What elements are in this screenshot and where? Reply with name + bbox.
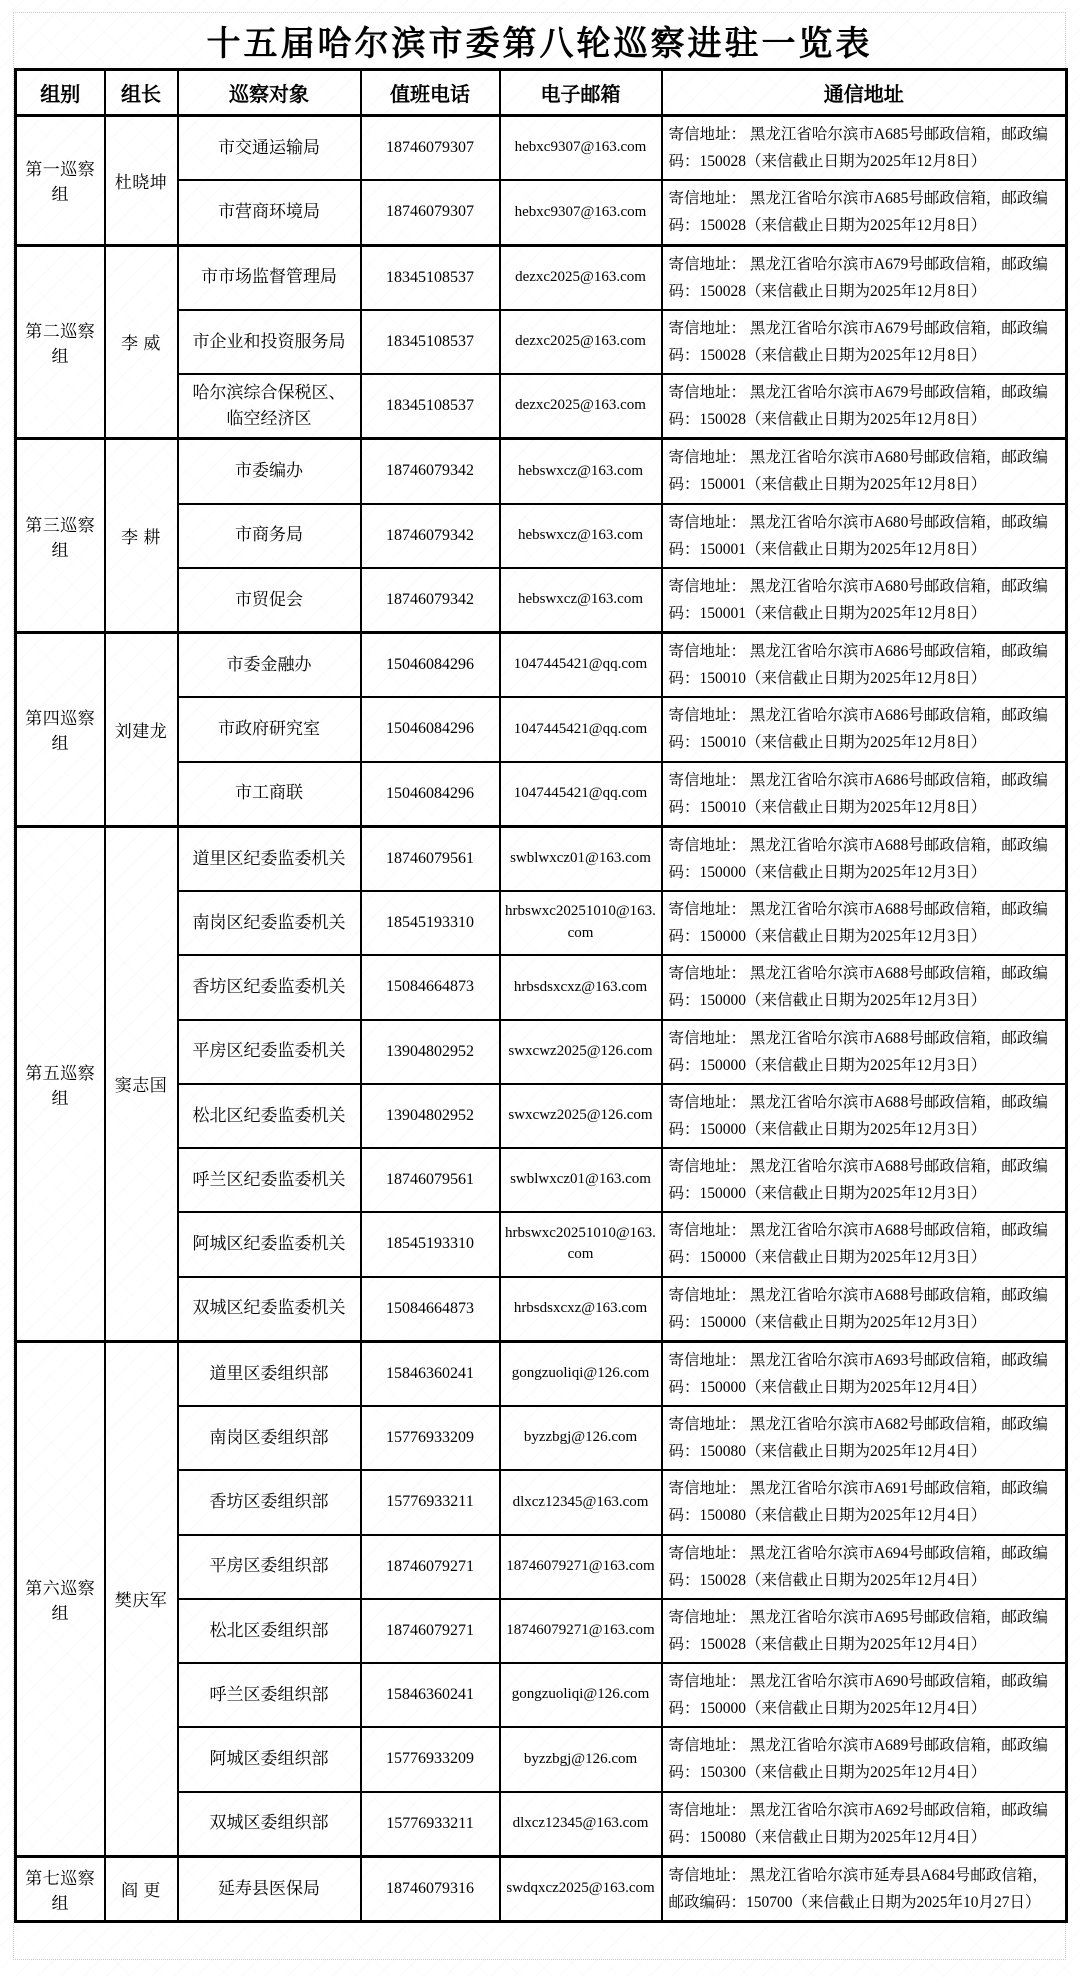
inspection-target-cell: 平房区委组织部 [178,1535,361,1599]
inspection-target-cell: 松北区纪委监委机关 [178,1084,361,1148]
group-leader-cell: 杜晓坤 [105,116,178,246]
inspection-target-cell: 市企业和投资服务局 [178,310,361,374]
address-cell: 寄信地址： 黑龙江省哈尔滨市A693号邮政信箱，邮政编码：150000（来信截止日期为2025年12月4日） [662,1341,1067,1406]
inspection-target-cell: 市委编办 [178,439,361,504]
address-cell: 寄信地址： 黑龙江省哈尔滨市A688号邮政信箱，邮政编码：150000（来信截止日期为2025年12月3日） [662,1148,1067,1212]
email-cell: dezxc2025@163.com [500,245,662,310]
duty-phone-cell: 18345108537 [361,374,500,439]
email-cell: hebswxcz@163.com [500,568,662,633]
address-cell: 寄信地址： 黑龙江省哈尔滨市延寿县A684号邮政信箱，邮政编码：150700（来信截止日期为2025年10月27日） [662,1856,1067,1921]
inspection-target-cell: 松北区委组织部 [178,1599,361,1663]
email-cell: hrbsdsxcxz@163.com [500,1277,662,1342]
column-header-target: 巡察对象 [178,70,361,116]
duty-phone-cell: 15046084296 [361,697,500,761]
duty-phone-cell: 15846360241 [361,1663,500,1727]
group-name-cell: 第四巡察组 [16,633,105,827]
group-leader-cell: 李 耕 [105,439,178,633]
inspection-target-cell: 南岗区委组织部 [178,1406,361,1470]
duty-phone-cell: 18746079342 [361,568,500,633]
table-row [16,633,1067,698]
duty-phone-cell: 15084664873 [361,1277,500,1342]
inspection-target-cell: 市工商联 [178,762,361,827]
address-cell: 寄信地址： 黑龙江省哈尔滨市A679号邮政信箱，邮政编码：150028（来信截止日期为2025年12月8日） [662,374,1067,439]
group-name-cell: 第五巡察组 [16,826,105,1341]
email-cell: byzzbgj@126.com [500,1406,662,1470]
address-cell: 寄信地址： 黑龙江省哈尔滨市A691号邮政信箱，邮政编码：150080（来信截止日期为2025年12月4日） [662,1470,1067,1534]
inspection-target-cell: 市商务局 [178,504,361,568]
email-cell: hebswxcz@163.com [500,439,662,504]
inspection-target-cell: 哈尔滨综合保税区、临空经济区 [178,374,361,439]
inspection-target-cell: 道里区委组织部 [178,1341,361,1406]
column-header-address: 通信地址 [662,70,1067,116]
address-cell: 寄信地址： 黑龙江省哈尔滨市A680号邮政信箱，邮政编码：150001（来信截止日期为2025年12月8日） [662,439,1067,504]
inspection-target-cell: 呼兰区委组织部 [178,1663,361,1727]
email-cell: hebswxcz@163.com [500,504,662,568]
duty-phone-cell: 13904802952 [361,1020,500,1084]
duty-phone-cell: 18746079561 [361,826,500,891]
duty-phone-cell: 15046084296 [361,762,500,827]
duty-phone-cell: 18746079307 [361,180,500,245]
duty-phone-cell: 18746079271 [361,1535,500,1599]
address-cell: 寄信地址： 黑龙江省哈尔滨市A680号邮政信箱，邮政编码：150001（来信截止日期为2025年12月8日） [662,568,1067,633]
column-header-leader: 组长 [105,70,178,116]
column-header-group: 组别 [16,70,105,116]
email-cell: hrbswxc20251010@163.com [500,891,662,955]
address-cell: 寄信地址： 黑龙江省哈尔滨市A688号邮政信箱，邮政编码：150000（来信截止日期为2025年12月3日） [662,955,1067,1019]
group-name-cell: 第一巡察组 [16,116,105,246]
address-cell: 寄信地址： 黑龙江省哈尔滨市A690号邮政信箱，邮政编码：150000（来信截止日期为2025年12月4日） [662,1663,1067,1727]
duty-phone-cell: 18746079271 [361,1599,500,1663]
table-row [16,439,1067,504]
duty-phone-cell: 15776933211 [361,1792,500,1857]
email-cell: swdqxcz2025@163.com [500,1856,662,1921]
inspection-target-cell: 市贸促会 [178,568,361,633]
inspection-target-cell: 阿城区委组织部 [178,1727,361,1791]
table-body [16,116,1067,1922]
email-cell: hrbswxc20251010@163.com [500,1212,662,1276]
address-cell: 寄信地址： 黑龙江省哈尔滨市A688号邮政信箱，邮政编码：150000（来信截止日期为2025年12月3日） [662,826,1067,891]
duty-phone-cell: 15046084296 [361,633,500,698]
address-cell: 寄信地址： 黑龙江省哈尔滨市A685号邮政信箱，邮政编码：150028（来信截止日期为2025年12月8日） [662,180,1067,245]
table-row [16,1856,1067,1921]
column-header-email: 电子邮箱 [500,70,662,116]
duty-phone-cell: 18345108537 [361,245,500,310]
table-row [16,116,1067,181]
email-cell: hebxc9307@163.com [500,116,662,181]
duty-phone-cell: 15846360241 [361,1341,500,1406]
inspection-target-cell: 市政府研究室 [178,697,361,761]
group-leader-cell: 刘建龙 [105,633,178,827]
table-row [16,826,1067,891]
email-cell: dlxcz12345@163.com [500,1470,662,1534]
address-cell: 寄信地址： 黑龙江省哈尔滨市A686号邮政信箱，邮政编码：150010（来信截止日期为2025年12月8日） [662,697,1067,761]
duty-phone-cell: 15776933209 [361,1727,500,1791]
inspection-target-cell: 平房区纪委监委机关 [178,1020,361,1084]
header-row [16,70,1067,116]
group-name-cell: 第七巡察组 [16,1856,105,1921]
address-cell: 寄信地址： 黑龙江省哈尔滨市A686号邮政信箱，邮政编码：150010（来信截止日期为2025年12月8日） [662,762,1067,827]
email-cell: byzzbgj@126.com [500,1727,662,1791]
group-leader-cell: 阎 更 [105,1856,178,1921]
duty-phone-cell: 18746079342 [361,504,500,568]
column-header-phone: 值班电话 [361,70,500,116]
address-cell: 寄信地址： 黑龙江省哈尔滨市A679号邮政信箱，邮政编码：150028（来信截止日期为2025年12月8日） [662,310,1067,374]
group-name-cell: 第六巡察组 [16,1341,105,1856]
inspection-target-cell: 呼兰区纪委监委机关 [178,1148,361,1212]
address-cell: 寄信地址： 黑龙江省哈尔滨市A692号邮政信箱，邮政编码：150080（来信截止日期为2025年12月4日） [662,1792,1067,1857]
inspection-target-cell: 香坊区纪委监委机关 [178,955,361,1019]
duty-phone-cell: 13904802952 [361,1084,500,1148]
duty-phone-cell: 15776933209 [361,1406,500,1470]
email-cell: gongzuoliqi@126.com [500,1663,662,1727]
document-sheet [13,12,1066,1960]
group-leader-cell: 李 威 [105,245,178,439]
address-cell: 寄信地址： 黑龙江省哈尔滨市A688号邮政信箱，邮政编码：150000（来信截止日期为2025年12月3日） [662,1277,1067,1342]
address-cell: 寄信地址： 黑龙江省哈尔滨市A689号邮政信箱，邮政编码：150300（来信截止日期为2025年12月4日） [662,1727,1067,1791]
inspection-target-cell: 市交通运输局 [178,116,361,181]
group-name-cell: 第三巡察组 [16,439,105,633]
email-cell: swblwxcz01@163.com [500,1148,662,1212]
inspection-target-cell: 香坊区委组织部 [178,1470,361,1534]
address-cell: 寄信地址： 黑龙江省哈尔滨市A688号邮政信箱，邮政编码：150000（来信截止日期为2025年12月3日） [662,1084,1067,1148]
duty-phone-cell: 15776933211 [361,1470,500,1534]
email-cell: 1047445421@qq.com [500,633,662,698]
email-cell: 1047445421@qq.com [500,762,662,827]
duty-phone-cell: 15084664873 [361,955,500,1019]
inspection-target-cell: 延寿县医保局 [178,1856,361,1921]
table-header [16,70,1067,116]
email-cell: hebxc9307@163.com [500,180,662,245]
inspection-target-cell: 双城区纪委监委机关 [178,1277,361,1342]
address-cell: 寄信地址： 黑龙江省哈尔滨市A686号邮政信箱，邮政编码：150010（来信截止日期为2025年12月8日） [662,633,1067,698]
duty-phone-cell: 18545193310 [361,1212,500,1276]
address-cell: 寄信地址： 黑龙江省哈尔滨市A680号邮政信箱，邮政编码：150001（来信截止日期为2025年12月8日） [662,504,1067,568]
page-title: 十五届哈尔滨市委第八轮巡察进驻一览表 [206,26,873,63]
inspection-target-cell: 阿城区纪委监委机关 [178,1212,361,1276]
duty-phone-cell: 18746079561 [361,1148,500,1212]
address-cell: 寄信地址： 黑龙江省哈尔滨市A682号邮政信箱，邮政编码：150080（来信截止日期为2025年12月4日） [662,1406,1067,1470]
address-cell: 寄信地址： 黑龙江省哈尔滨市A694号邮政信箱，邮政编码：150028（来信截止日期为2025年12月4日） [662,1535,1067,1599]
group-leader-cell: 窦志国 [105,826,178,1341]
inspection-target-cell: 市市场监督管理局 [178,245,361,310]
inspection-target-cell: 道里区纪委监委机关 [178,826,361,891]
address-cell: 寄信地址： 黑龙江省哈尔滨市A688号邮政信箱，邮政编码：150000（来信截止日期为2025年12月3日） [662,1020,1067,1084]
email-cell: dlxcz12345@163.com [500,1792,662,1857]
email-cell: 18746079271@163.com [500,1535,662,1599]
table-row [16,1341,1067,1406]
table-row [16,245,1067,310]
address-cell: 寄信地址： 黑龙江省哈尔滨市A688号邮政信箱，邮政编码：150000（来信截止日期为2025年12月3日） [662,891,1067,955]
address-cell: 寄信地址： 黑龙江省哈尔滨市A688号邮政信箱，邮政编码：150000（来信截止日期为2025年12月3日） [662,1212,1067,1276]
email-cell: swxcwz2025@126.com [500,1084,662,1148]
inspection-table [14,68,1068,1923]
duty-phone-cell: 18746079342 [361,439,500,504]
address-cell: 寄信地址： 黑龙江省哈尔滨市A685号邮政信箱，邮政编码：150028（来信截止日期为2025年12月8日） [662,116,1067,181]
inspection-target-cell: 双城区委组织部 [178,1792,361,1857]
email-cell: dezxc2025@163.com [500,310,662,374]
duty-phone-cell: 18545193310 [361,891,500,955]
duty-phone-cell: 18345108537 [361,310,500,374]
inspection-target-cell: 市营商环境局 [178,180,361,245]
address-cell: 寄信地址： 黑龙江省哈尔滨市A695号邮政信箱，邮政编码：150028（来信截止日期为2025年12月4日） [662,1599,1067,1663]
email-cell: swblwxcz01@163.com [500,826,662,891]
email-cell: dezxc2025@163.com [500,374,662,439]
email-cell: swxcwz2025@126.com [500,1020,662,1084]
address-cell: 寄信地址： 黑龙江省哈尔滨市A679号邮政信箱，邮政编码：150028（来信截止日期为2025年12月8日） [662,245,1067,310]
group-leader-cell: 樊庆军 [105,1341,178,1856]
duty-phone-cell: 18746079307 [361,116,500,181]
email-cell: 1047445421@qq.com [500,697,662,761]
group-name-cell: 第二巡察组 [16,245,105,439]
inspection-target-cell: 市委金融办 [178,633,361,698]
inspection-target-cell: 南岗区纪委监委机关 [178,891,361,955]
email-cell: gongzuoliqi@126.com [500,1341,662,1406]
email-cell: hrbsdsxcxz@163.com [500,955,662,1019]
email-cell: 18746079271@163.com [500,1599,662,1663]
duty-phone-cell: 18746079316 [361,1856,500,1921]
